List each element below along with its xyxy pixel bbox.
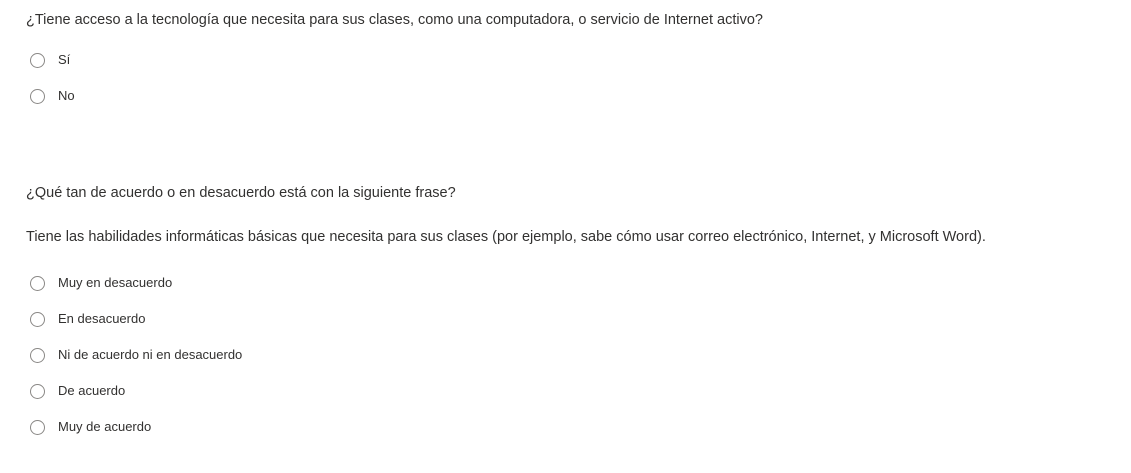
option-label: No (58, 88, 75, 103)
option-row[interactable] (0, 78, 1110, 114)
option-list (0, 265, 1110, 445)
radio-button-icon[interactable] (30, 420, 45, 435)
option-row[interactable] (0, 373, 1110, 409)
question-title: ¿Tiene acceso a la tecnología que necesita para sus clases, como una computadora, o servicio de Internet activo? (26, 12, 763, 28)
option-row[interactable] (0, 42, 1110, 78)
question-block-technology-access (0, 10, 1110, 114)
radio-button-icon[interactable] (30, 89, 45, 104)
question-subtitle: Tiene las habilidades informáticas básicas que necesita para sus clases (por ejemplo, sabe cómo usar correo electrónico, Internet, y Microsoft Word). (26, 229, 986, 245)
radio-button-icon[interactable] (30, 312, 45, 327)
option-label: De acuerdo (58, 383, 126, 398)
radio-button-icon[interactable] (30, 53, 45, 68)
option-label: Sí (58, 52, 71, 67)
radio-button-icon[interactable] (30, 348, 45, 363)
option-list (0, 42, 1110, 114)
option-label: En desacuerdo (58, 311, 146, 326)
question-block-computer-skills (0, 183, 1110, 445)
radio-button-icon[interactable] (30, 384, 45, 399)
radio-button-icon[interactable] (30, 276, 45, 291)
option-row[interactable] (0, 337, 1110, 373)
option-label: Muy de acuerdo (58, 419, 152, 434)
option-label: Muy en desacuerdo (58, 275, 173, 290)
option-label: Ni de acuerdo ni en desacuerdo (58, 347, 243, 362)
option-row[interactable] (0, 265, 1110, 301)
option-row[interactable] (0, 409, 1110, 445)
option-row[interactable] (0, 301, 1110, 337)
question-title: ¿Qué tan de acuerdo o en desacuerdo está con la siguiente frase? (26, 185, 456, 201)
